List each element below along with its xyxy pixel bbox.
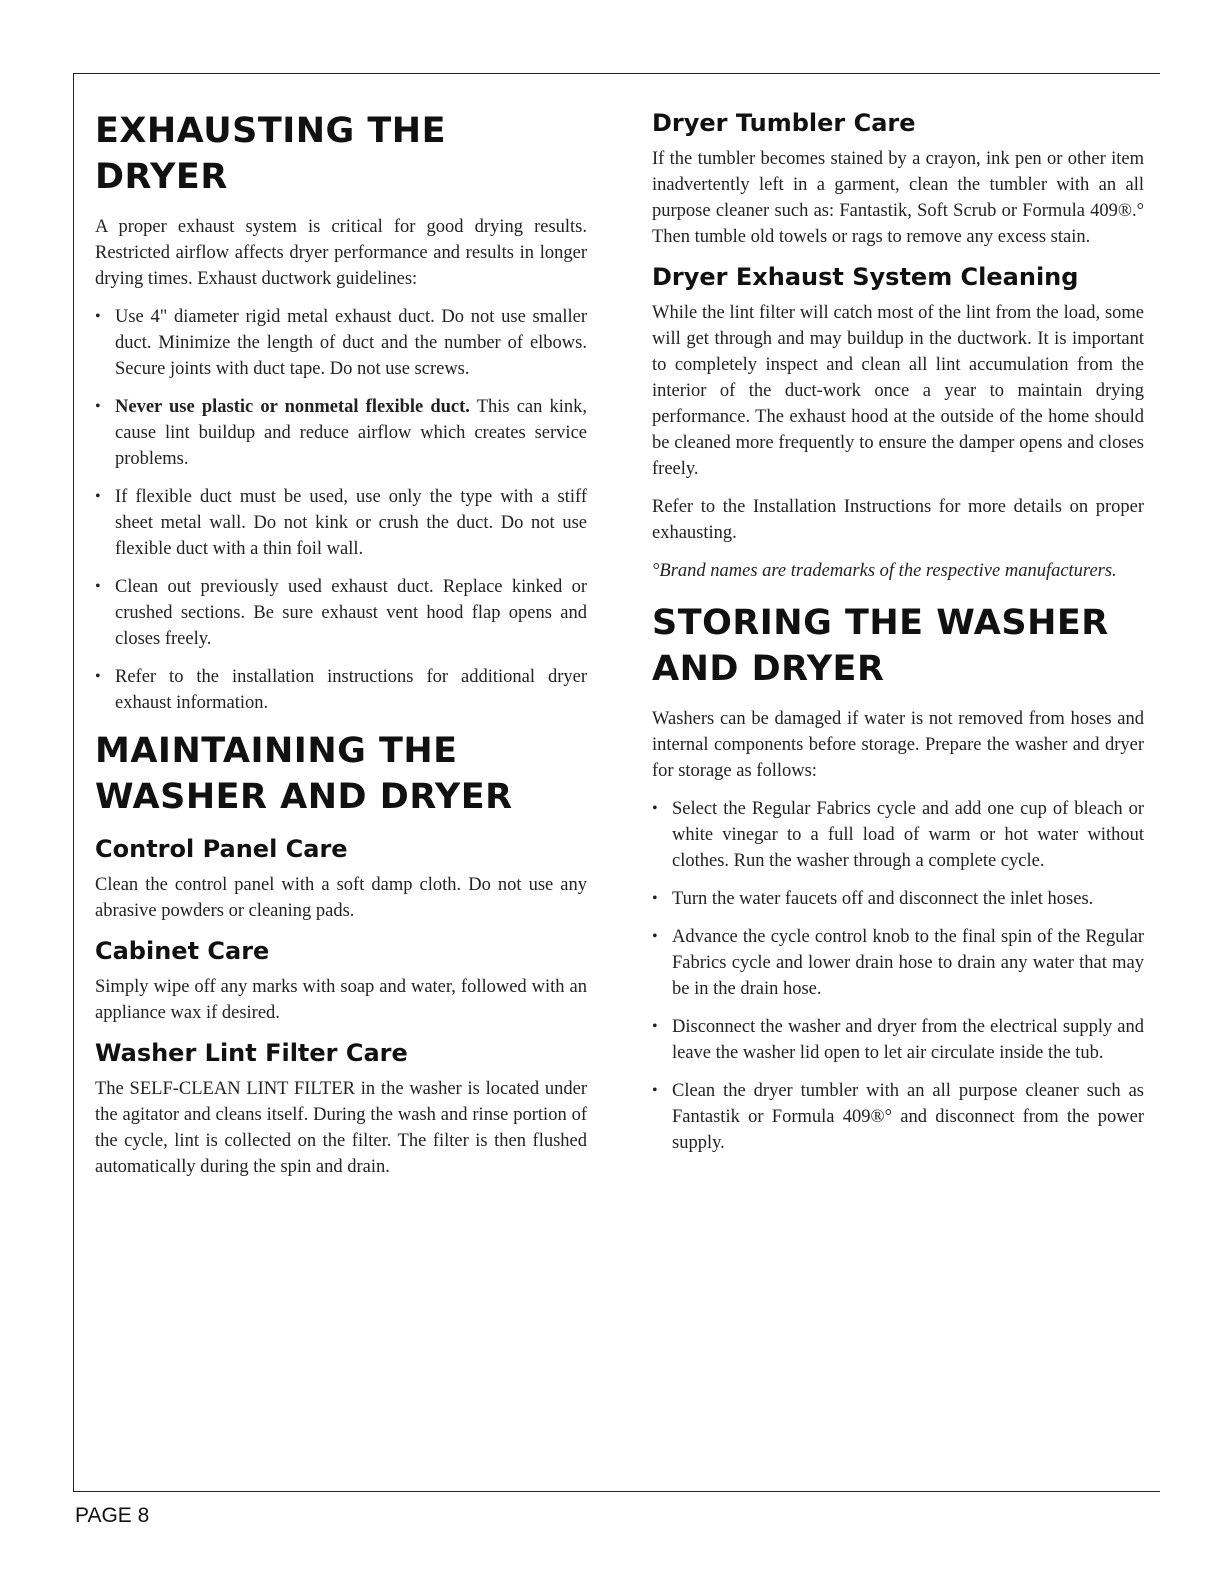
bullet-icon: • bbox=[95, 488, 101, 505]
exhausting-title-line2: DRYER bbox=[95, 157, 228, 197]
maintaining-title bbox=[95, 728, 587, 820]
bullet-icon: • bbox=[652, 1082, 658, 1099]
control-panel-text: Clean the control panel with a soft damp cloth. Do not use any abrasive powders or cleaning pads. bbox=[95, 875, 587, 921]
exhaust-cleaning-text: While the lint filter will catch most of the lint from the load, some will get through and may buildup in the ductwork. It is important to completely inspect and clean all lint accumulation from the interior of the duct-work once a year to maintain drying performance. The exhaust hood at the outside of the home should be cleaned more frequently to ensure the damper opens and closes freely. bbox=[652, 303, 1144, 479]
exhausting-intro: A proper exhaust system is critical for good drying results. Restricted airflow affects dryer performance and results in longer drying times. Exhaust ductwork guidelines: bbox=[95, 217, 587, 289]
bullet-icon: • bbox=[652, 1018, 658, 1035]
bullet-icon: • bbox=[95, 398, 101, 415]
page-number: PAGE 8 bbox=[75, 1504, 150, 1527]
list-item bbox=[652, 886, 1144, 912]
bullet-text: This can kink, cause lint buildup and reduce airflow which creates service problems. bbox=[115, 397, 588, 469]
left-rule bbox=[73, 73, 74, 1491]
storing-title-line1: STORING THE WASHER bbox=[652, 603, 1109, 643]
lint-filter-text: The SELF-CLEAN LINT FILTER in the washer is located under the agitator and cleans itself. During the wash and rinse portion of the cycle, lint is collected on the filter. The filter is then flushed automatically during the spin and drain. bbox=[95, 1079, 587, 1177]
list-item bbox=[652, 796, 1144, 874]
bullet-icon: • bbox=[652, 928, 658, 945]
list-item bbox=[95, 664, 587, 716]
bullet-icon: • bbox=[95, 668, 101, 685]
bullet-icon: • bbox=[95, 578, 101, 595]
left-column bbox=[95, 108, 587, 1192]
maintaining-title-line2: WASHER AND DRYER bbox=[95, 777, 513, 817]
exhausting-title bbox=[95, 108, 587, 200]
exhausting-title-line1: EXHAUSTING THE bbox=[95, 111, 447, 151]
cabinet-text: Simply wipe off any marks with soap and water, followed with an appliance wax if desired. bbox=[95, 977, 587, 1023]
list-item bbox=[95, 574, 587, 652]
trademark-note: °Brand names are trademarks of the respective manufacturers. bbox=[652, 561, 1117, 581]
exhaust-guidelines-list bbox=[95, 304, 587, 716]
bullet-text: Advance the cycle control knob to the final spin of the Regular Fabrics cycle and lower drain hose to drain any water that may be in the drain hose. bbox=[672, 927, 1144, 999]
list-item bbox=[95, 484, 587, 562]
bullet-text: Use 4" diameter rigid metal exhaust duct. Do not use smaller duct. Minimize the length of duct and the number of elbows. Secure joints with duct tape. Do not use screws. bbox=[115, 307, 587, 379]
bullet-icon: • bbox=[652, 890, 658, 907]
bullet-icon: • bbox=[95, 308, 101, 325]
storing-section bbox=[652, 600, 1144, 1156]
list-item bbox=[95, 304, 587, 382]
bullet-text: If flexible duct must be used, use only the type with a stiff sheet metal wall. Do not kink or crush the duct. Do not use flexible duct with a thin foil wall. bbox=[115, 487, 587, 559]
top-rule bbox=[73, 73, 1160, 74]
bullet-text: Clean the dryer tumbler with an all purpose cleaner such as Fantastik or Formula 409®° and disconnect from the power supply. bbox=[672, 1081, 1144, 1153]
bottom-rule bbox=[73, 1491, 1160, 1492]
lint-filter-heading: Washer Lint Filter Care bbox=[95, 1039, 408, 1067]
bullet-icon: • bbox=[652, 800, 658, 817]
exhaust-cleaning-heading: Dryer Exhaust System Cleaning bbox=[652, 263, 1079, 291]
list-item bbox=[652, 1014, 1144, 1066]
bullet-text: Disconnect the washer and dryer from the electrical supply and leave the washer lid open to let air circulate inside the tub. bbox=[672, 1017, 1144, 1063]
list-item bbox=[95, 394, 587, 472]
refer-text: Refer to the Installation Instructions for more details on proper exhausting. bbox=[652, 497, 1144, 543]
bullet-bold-text: Never use plastic or nonmetal flexible duct. bbox=[115, 397, 470, 417]
storing-steps-list bbox=[652, 796, 1144, 1156]
storing-intro: Washers can be damaged if water is not removed from hoses and internal components before storage. Prepare the washer and dryer for storage as follows: bbox=[652, 709, 1144, 781]
cabinet-heading: Cabinet Care bbox=[95, 937, 270, 965]
right-column bbox=[652, 108, 1144, 1168]
storing-title-line2: AND DRYER bbox=[652, 649, 885, 689]
exhausting-section bbox=[95, 108, 587, 716]
tumbler-text: If the tumbler becomes stained by a crayon, ink pen or other item inadvertently left in a garment, clean the tumbler with an all purpose cleaner such as: Fantastik, Soft Scrub or Formula 409®.° Then tumble old towels or rags to remove any excess stain. bbox=[652, 149, 1144, 247]
bullet-text: Refer to the installation instructions for additional dryer exhaust information. bbox=[115, 667, 587, 713]
list-item bbox=[652, 924, 1144, 1002]
bullet-text: Turn the water faucets off and disconnect the inlet hoses. bbox=[672, 889, 1094, 909]
maintaining-section bbox=[95, 728, 587, 1180]
tumbler-heading: Dryer Tumbler Care bbox=[652, 109, 916, 137]
list-item bbox=[652, 1078, 1144, 1156]
bullet-text: Clean out previously used exhaust duct. Replace kinked or crushed sections. Be sure exhaust vent hood flap opens and closes freely. bbox=[115, 577, 587, 649]
storing-title bbox=[652, 600, 1144, 692]
bullet-text: Select the Regular Fabrics cycle and add one cup of bleach or white vinegar to a full load of warm or hot water without clothes. Run the washer through a complete cycle. bbox=[672, 799, 1144, 871]
control-panel-heading: Control Panel Care bbox=[95, 835, 348, 863]
maintaining-title-line1: MAINTAINING THE bbox=[95, 731, 458, 771]
